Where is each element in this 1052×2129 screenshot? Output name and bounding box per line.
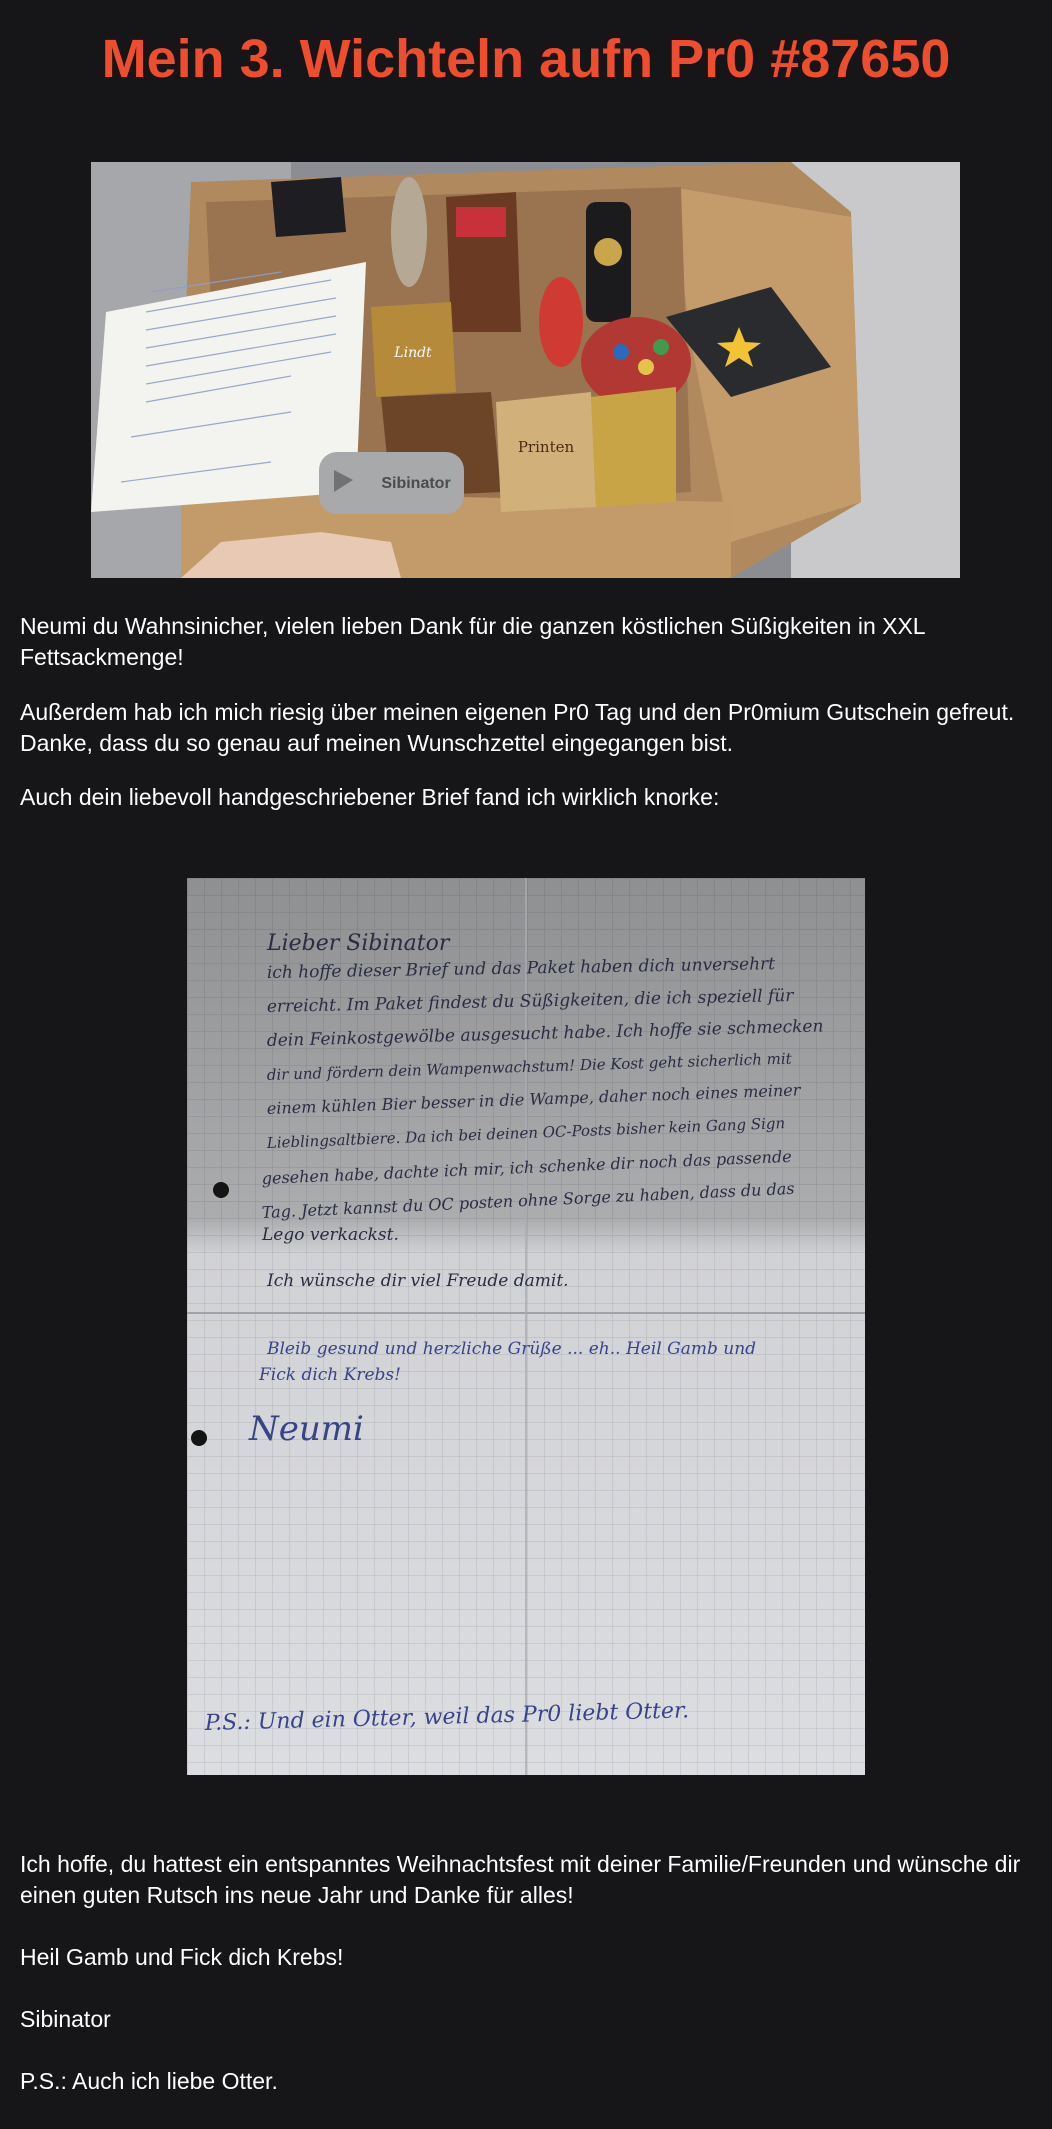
tag-engraving: Sibinator: [381, 475, 451, 492]
letter-line: dir und fördern dein Wampenwachstum! Die Kost geht sicherlich mit: [266, 1049, 792, 1084]
letter-photo: [187, 878, 865, 1775]
letter-signature: Neumi: [249, 1409, 364, 1449]
package-photo: [91, 162, 960, 578]
lindt-label: Lindt: [394, 345, 432, 361]
letter-line: ich hoffe dieser Brief und das Paket haben dich unversehrt: [266, 954, 776, 983]
paragraph-letter-intro: Auch dein liebevoll handgeschriebener Brief fand ich wirklich knorke:: [20, 784, 720, 810]
printen-label: Printen: [517, 438, 575, 456]
letter-line: gesehen habe, dachte ich mir, ich schenke dir noch das passende: [261, 1146, 792, 1188]
paragraph-ps: P.S.: Auch ich liebe Otter.: [20, 2068, 278, 2094]
letter-greeting-line: Fick dich Krebs!: [259, 1365, 401, 1385]
letter-ps: P.S.: Und ein Otter, weil das Pr0 liebt Otter.: [204, 1698, 690, 1736]
letter-line: dein Feinkostgewölbe ausgesucht habe. Ich hoffe sie schmecken: [266, 1016, 824, 1051]
letter-line: Lieber Sibinator: [267, 931, 450, 956]
letter-line: Lieblingsaltbiere. Da ich bei deinen OC-Posts bisher kein Gang Sign: [266, 1114, 786, 1152]
letter-line: einem kühlen Bier besser in die Wampe, daher noch eines meiner: [266, 1080, 801, 1118]
paragraph-wishes: Ich hoffe, du hattest ein entspanntes Weihnachtsfest mit deiner Familie/Freunden und wünsche dir einen guten Rutsch ins neue Jahr und Danke für alles!: [20, 1851, 1021, 1908]
paragraph-heil-gamb: Heil Gamb und Fick dich Krebs!: [20, 1944, 344, 1970]
letter-line: Tag. Jetzt kannst du OC posten ohne Sorge zu haben, dass du das: [261, 1178, 795, 1222]
page-title: Mein 3. Wichteln aufn Pr0 #87650: [101, 29, 951, 89]
paragraph-signature: Sibinator: [20, 2006, 111, 2032]
letter-line: Lego verkackst.: [262, 1225, 399, 1245]
paragraph-tag-voucher: Außerdem hab ich mich riesig über meinen eigenen Pr0 Tag und den Pr0mium Gutschein gefreut. Danke, dass du so genau auf meinen Wunschzettel eingegangen bist.: [20, 699, 1015, 756]
letter-line: erreicht. Im Paket findest du Süßigkeiten, die ich speziell für: [266, 985, 794, 1017]
letter-greeting-line: Bleib gesund und herzliche Grüße ... eh.. Heil Gamb und: [267, 1339, 757, 1359]
letter-line: Ich wünsche dir viel Freude damit.: [267, 1271, 569, 1291]
paragraph-thanks: Neumi du Wahnsinicher, vielen lieben Dank für die ganzen köstlichen Süßigkeiten in XXL Fettsackmenge!: [20, 613, 925, 670]
